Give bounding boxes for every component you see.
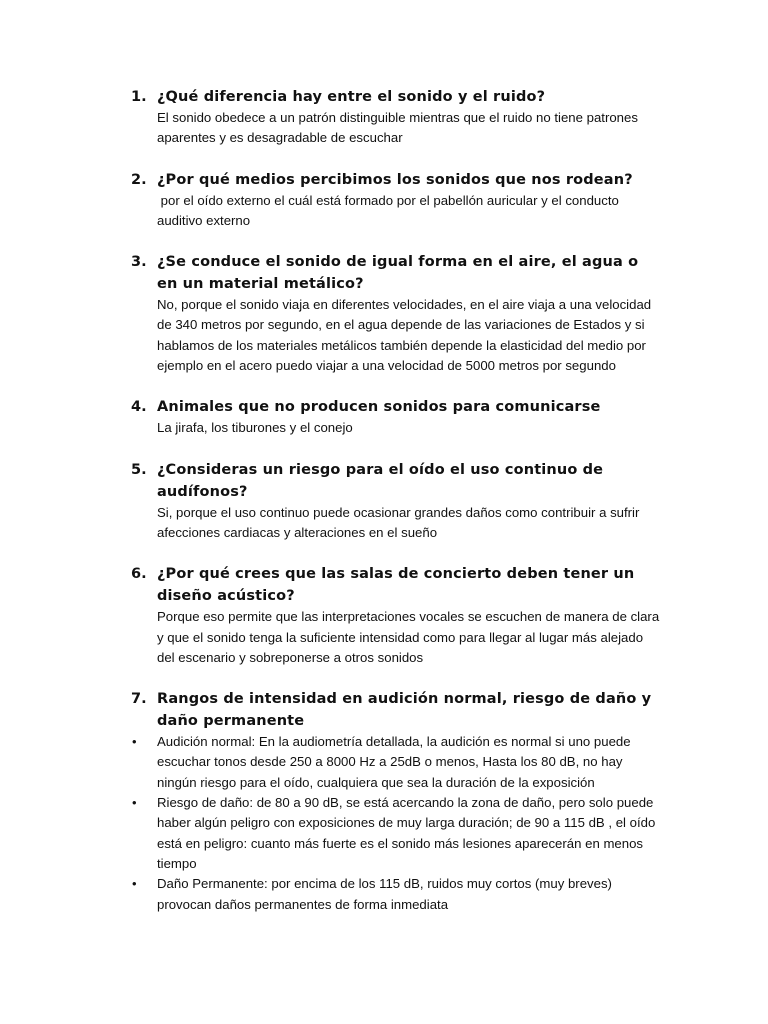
question-7	[0, 688, 768, 915]
question-number: 7.	[131, 691, 147, 708]
question-title: ¿Qué diferencia hay entre el sonido y el ruido?	[157, 89, 546, 105]
bullet-item	[132, 793, 662, 874]
bullet-icon: •	[132, 734, 137, 750]
question-number: 4.	[131, 399, 147, 416]
question-2	[0, 169, 768, 232]
bullet-icon: •	[132, 795, 137, 811]
question-3	[0, 251, 768, 376]
question-5	[0, 459, 768, 544]
question-number: 3.	[131, 254, 147, 271]
question-number: 6.	[131, 566, 147, 583]
question-answer: No, porque el sonido viaja en diferentes velocidades, en el aire viaja a una velocidad de 340 metros por segundo, en el agua depende de las variaciones de Estados y si hablamos de los materiales metálicos también depende la elasticidad del medio por ejemplo en el acero puedo viajar a una velocidad de 5000 metros por segundo	[157, 297, 652, 374]
bullet-text: Daño Permanente: por encima de los 115 dB, ruidos muy cortos (muy breves) provocan daños permanentes de forma inmediata	[157, 876, 612, 912]
question-title: ¿Por qué medios percibimos los sonidos que nos rodean?	[157, 171, 633, 188]
bullet-list	[0, 732, 768, 915]
question-title: Rangos de intensidad en audición normal, riesgo de daño y daño permanente	[157, 691, 652, 730]
question-answer: El sonido obedece a un patrón distinguible mientras que el ruido no tiene patrones aparentes y es desagradable de escuchar	[157, 110, 638, 146]
question-6	[0, 563, 768, 668]
question-answer: La jirafa, los tiburones y el conejo	[157, 420, 353, 436]
bullet-text: Riesgo de daño: de 80 a 90 dB, se está acercando la zona de daño, pero solo puede haber algún peligro con exposiciones de muy larga duración; de 90 a 115 dB , el oído está en peligro: cuanto más fuerte es el sonido más lesiones aparecerán en menos tiempo	[157, 795, 656, 871]
question-title: Animales que no producen sonidos para comunicarse	[157, 399, 601, 416]
question-4	[0, 396, 768, 438]
question-1	[0, 86, 768, 149]
question-answer: Porque eso permite que las interpretaciones vocales se escuchen de manera de clara y que el sonido tenga la suficiente intensidad como para llegar al lugar más alejado del escenario y sobreponerse a otros sonidos	[157, 609, 660, 665]
question-number: 1.	[131, 89, 147, 105]
question-answer: Si, porque el uso continuo puede ocasionar grandes daños como contribuir a sufrir afecciones cardiacas y alteraciones en el sueño	[157, 504, 640, 540]
bullet-item	[132, 732, 662, 793]
question-list	[0, 86, 768, 935]
question-number: 5.	[131, 461, 147, 478]
bullet-icon: •	[132, 876, 137, 892]
bullet-text: Audición normal: En la audiometría detallada, la audición es normal si uno puede escuchar tonos desde 250 a 8000 Hz a 25dB o menos, Hasta los 80 dB, no hay ningún riesgo para el oído, cualquiera que sea la duración de la exposición	[157, 734, 631, 790]
question-title: ¿Consideras un riesgo para el oído el uso continuo de audífonos?	[157, 461, 604, 500]
bullet-item	[132, 874, 662, 915]
question-title: ¿Por qué crees que las salas de concierto deben tener un diseño acústico?	[157, 566, 635, 605]
question-answer: por el oído externo el cuál está formado por el pabellón auricular y el conducto auditivo externo	[157, 192, 623, 228]
question-title: ¿Se conduce el sonido de igual forma en el aire, el agua o en un material metálico?	[157, 254, 639, 293]
question-number: 2.	[131, 171, 147, 188]
